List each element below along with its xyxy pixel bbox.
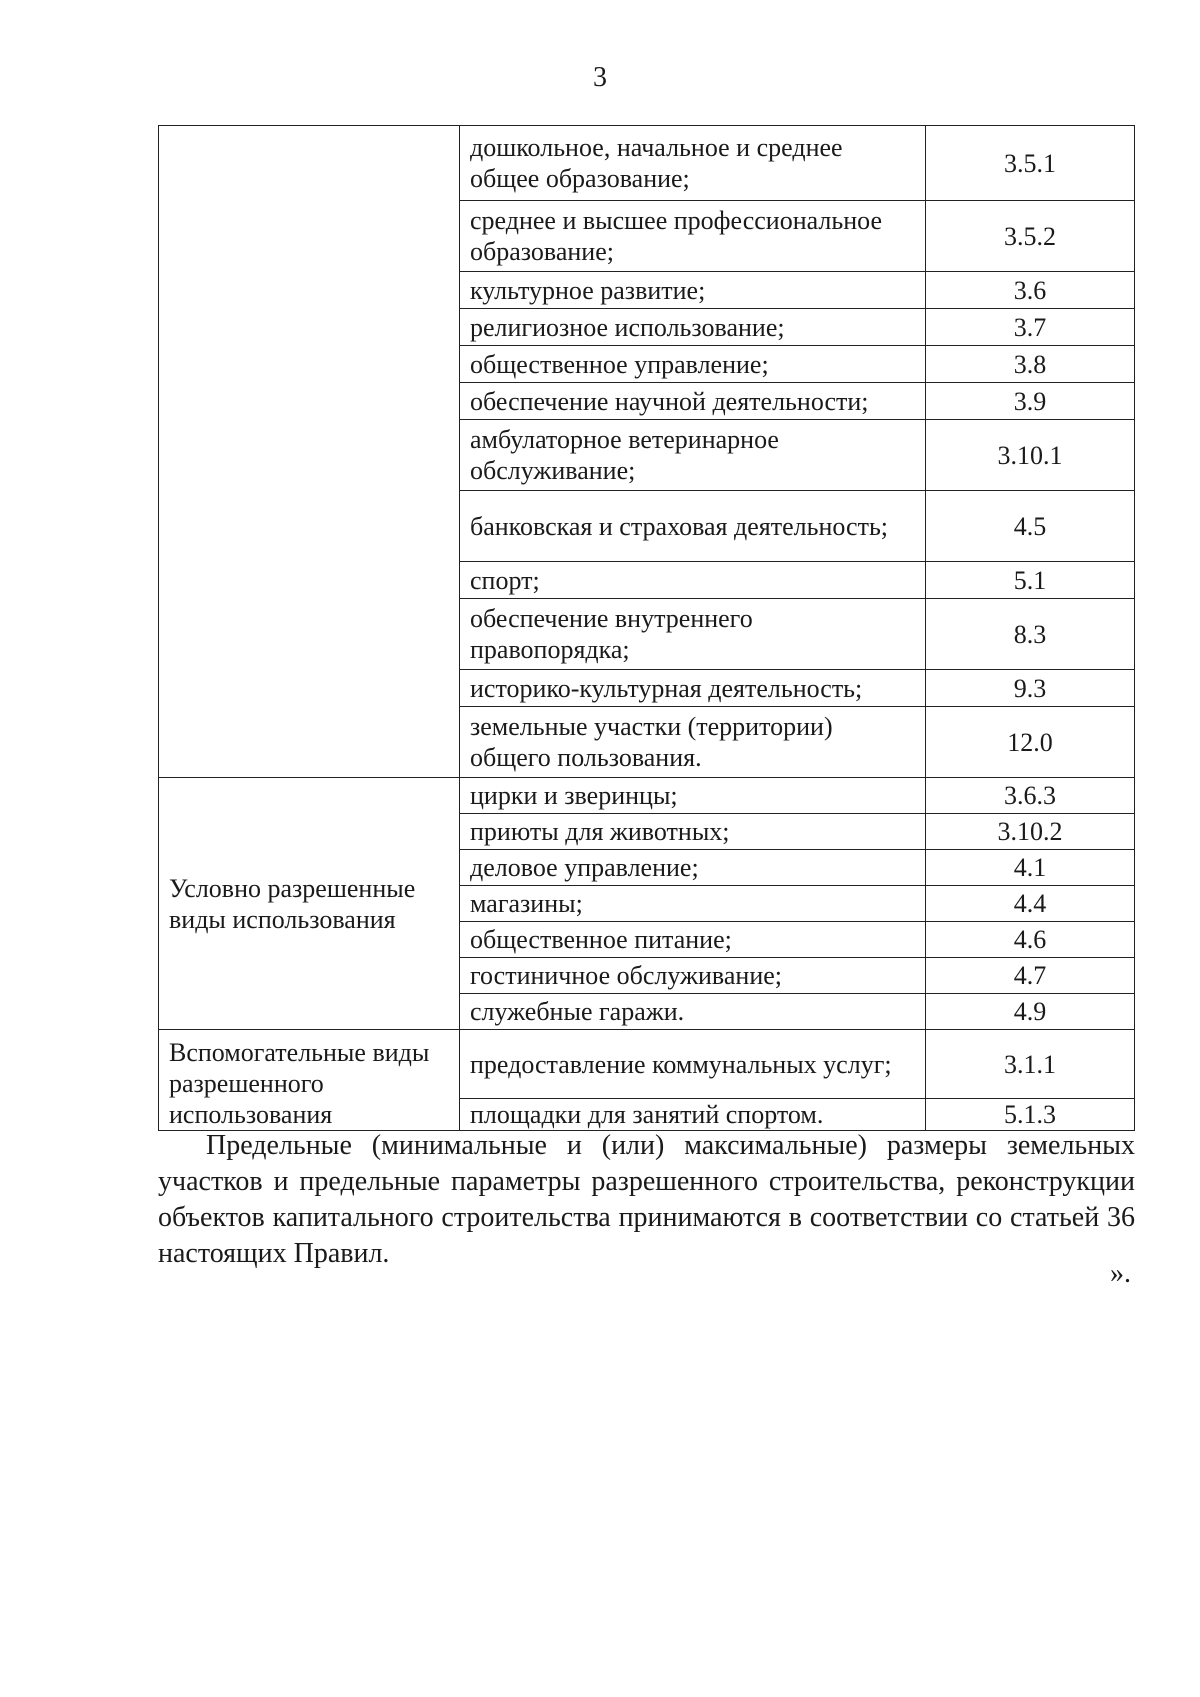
use-name: банковская и страховая деятельность; — [460, 491, 926, 562]
use-code: 4.7 — [926, 958, 1135, 994]
use-name: религиозное использование; — [460, 309, 926, 346]
use-code: 3.5.2 — [926, 201, 1135, 272]
use-code: 3.10.2 — [926, 814, 1135, 850]
use-code: 5.1.3 — [926, 1099, 1135, 1131]
use-code: 4.4 — [926, 886, 1135, 922]
use-name: деловое управление; — [460, 850, 926, 886]
land-use-table — [158, 125, 1135, 1131]
use-name: культурное развитие; — [460, 272, 926, 309]
use-code: 4.5 — [926, 491, 1135, 562]
use-code: 3.7 — [926, 309, 1135, 346]
use-code: 9.3 — [926, 670, 1135, 707]
use-code: 3.9 — [926, 383, 1135, 420]
use-code: 3.6 — [926, 272, 1135, 309]
use-name: цирки и зверинцы; — [460, 778, 926, 814]
use-name: гостиничное обслуживание; — [460, 958, 926, 994]
use-code: 4.6 — [926, 922, 1135, 958]
use-name: общественное управление; — [460, 346, 926, 383]
use-name: приюты для животных; — [460, 814, 926, 850]
category-cell: Условно разрешенные виды использования — [159, 778, 460, 1030]
use-code: 4.1 — [926, 850, 1135, 886]
table-row — [159, 126, 1135, 201]
table-row — [159, 778, 1135, 814]
use-code: 3.1.1 — [926, 1030, 1135, 1099]
page-number: 3 — [593, 62, 607, 93]
use-name: предоставление коммунальных услуг; — [460, 1030, 926, 1099]
table-row — [159, 1030, 1135, 1099]
use-name: магазины; — [460, 886, 926, 922]
use-name: служебные гаражи. — [460, 994, 926, 1030]
use-code: 8.3 — [926, 599, 1135, 670]
use-code: 3.6.3 — [926, 778, 1135, 814]
use-name: дошкольное, начальное и среднее общее образование; — [460, 126, 926, 201]
use-name: обеспечение внутреннего правопорядка; — [460, 599, 926, 670]
use-name: земельные участки (территории) общего пользования. — [460, 707, 926, 778]
use-code: 12.0 — [926, 707, 1135, 778]
category-cell — [159, 126, 460, 778]
footer-paragraph: Предельные (минимальные и (или) максимальные) размеры земельных участков и предельные параметры разрешенного строительства, реконструкции объектов капитального строительства принимаются в соответствии со статьей 36 настоящих Правил. — [158, 1130, 1135, 1269]
use-code: 3.5.1 — [926, 126, 1135, 201]
use-name: историко-культурная деятельность; — [460, 670, 926, 707]
use-code: 4.9 — [926, 994, 1135, 1030]
use-code: 3.10.1 — [926, 420, 1135, 491]
use-code: 3.8 — [926, 346, 1135, 383]
use-name: среднее и высшее профессиональное образование; — [460, 201, 926, 272]
closing-quote: ». — [1110, 1258, 1131, 1289]
use-name: обеспечение научной деятельности; — [460, 383, 926, 420]
use-name: амбулаторное ветеринарное обслуживание; — [460, 420, 926, 491]
use-code: 5.1 — [926, 562, 1135, 599]
use-name: общественное питание; — [460, 922, 926, 958]
use-name: площадки для занятий спортом. — [460, 1099, 926, 1131]
use-name: спорт; — [460, 562, 926, 599]
category-cell: Вспомогательные виды разрешенного использования — [159, 1030, 460, 1131]
